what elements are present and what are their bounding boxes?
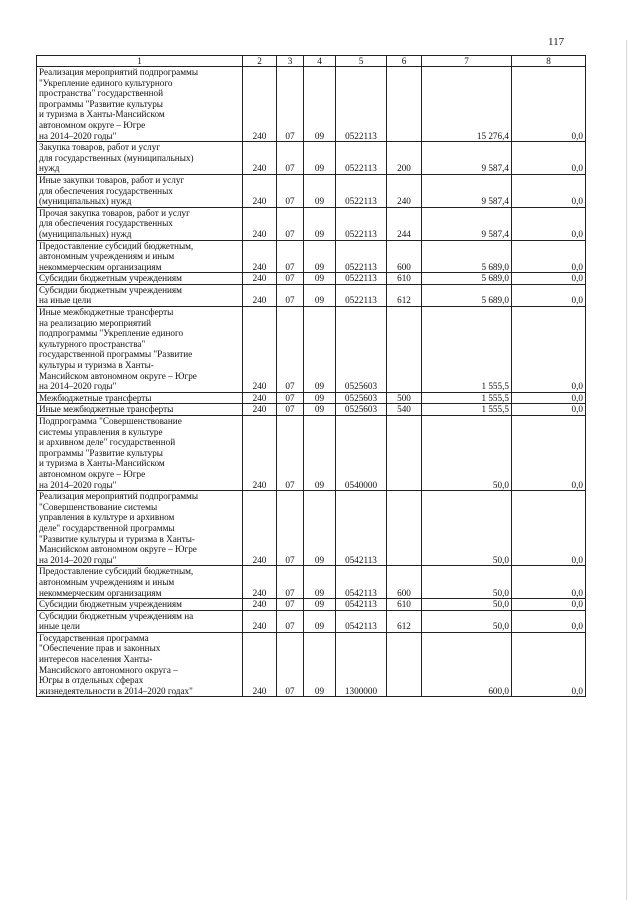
cell-amount-2: 0,0 [512, 207, 586, 240]
table-header-row [37, 56, 586, 67]
cell-target-article: 0525603 [336, 392, 387, 404]
cell-ministry: 240 [243, 416, 277, 491]
cell-amount: 50,0 [422, 610, 512, 632]
cell-subsection: 09 [304, 273, 336, 285]
cell-amount: 9 587,4 [422, 174, 512, 207]
cell-expense-type [387, 632, 422, 697]
column-header: 1 [37, 56, 243, 67]
cell-amount: 1 555,5 [422, 307, 512, 393]
cell-subsection: 09 [304, 392, 336, 404]
table-row [37, 240, 586, 273]
cell-amount-2: 0,0 [512, 404, 586, 416]
cell-target-article: 0542113 [336, 491, 387, 566]
cell-amount-2: 0,0 [512, 307, 586, 393]
cell-name: Подпрограмма "Совершенствование системы управления в культуре и архивном деле" государственной программы "Развитие культуры и туризма в Ханты-Мансийском автономном округе – Югре на 2014–2020 годы" [37, 416, 243, 491]
cell-target-article: 0522113 [336, 67, 387, 142]
cell-ministry: 240 [243, 566, 277, 599]
cell-amount-2: 0,0 [512, 174, 586, 207]
cell-expense-type [387, 307, 422, 393]
cell-subsection: 09 [304, 610, 336, 632]
cell-target-article: 0542113 [336, 566, 387, 599]
table-row [37, 142, 586, 175]
cell-amount: 50,0 [422, 566, 512, 599]
cell-name: Прочая закупка товаров, работ и услуг для обеспечения государственных (муниципальных) нужд [37, 207, 243, 240]
table-row [37, 174, 586, 207]
cell-name: Иные закупки товаров, работ и услуг для обеспечения государственных (муниципальных) нужд [37, 174, 243, 207]
cell-target-article: 0525603 [336, 307, 387, 393]
cell-target-article: 0540000 [336, 416, 387, 491]
column-header: 5 [336, 56, 387, 67]
table-row [37, 491, 586, 566]
cell-section: 07 [277, 416, 304, 491]
cell-section: 07 [277, 599, 304, 611]
cell-subsection: 09 [304, 142, 336, 175]
column-header: 6 [387, 56, 422, 67]
cell-name: Реализация мероприятий подпрограммы "Совершенствование системы управления в культуре и архивном деле" государственной программы "Развитие культуры и туризма в Ханты- Мансийском автономном округе – Югре на 2014–2020 годы" [37, 491, 243, 566]
cell-target-article: 0522113 [336, 240, 387, 273]
cell-section: 07 [277, 392, 304, 404]
cell-amount-2: 0,0 [512, 142, 586, 175]
column-header: 7 [422, 56, 512, 67]
cell-ministry: 240 [243, 240, 277, 273]
cell-amount: 50,0 [422, 599, 512, 611]
cell-amount-2: 0,0 [512, 416, 586, 491]
cell-target-article: 0542113 [336, 610, 387, 632]
cell-expense-type: 540 [387, 404, 422, 416]
table-row [37, 416, 586, 491]
cell-target-article: 0522113 [336, 174, 387, 207]
cell-amount-2: 0,0 [512, 599, 586, 611]
cell-expense-type: 600 [387, 566, 422, 599]
cell-section: 07 [277, 67, 304, 142]
cell-name: Реализация мероприятий подпрограммы "Укрепление единого культурного пространства" государственной программы "Развитие культуры и туризма в Ханты-Мансийском автономном округе – Югре на 2014–2020 годы" [37, 67, 243, 142]
cell-amount-2: 0,0 [512, 610, 586, 632]
cell-ministry: 240 [243, 284, 277, 306]
table-row [37, 610, 586, 632]
cell-expense-type: 600 [387, 240, 422, 273]
cell-name: Государственная программа "Обеспечение прав и законных интересов населения Ханты- Мансийского автономного округа – Югры в отдельных сферах жизнедеятельности в 2014–2020 годах" [37, 632, 243, 697]
cell-target-article: 0542113 [336, 599, 387, 611]
table-row [37, 632, 586, 697]
cell-section: 07 [277, 610, 304, 632]
cell-amount: 50,0 [422, 416, 512, 491]
cell-name: Субсидии бюджетным учреждениям [37, 273, 243, 285]
cell-expense-type: 200 [387, 142, 422, 175]
cell-amount: 50,0 [422, 491, 512, 566]
cell-amount-2: 0,0 [512, 392, 586, 404]
cell-ministry: 240 [243, 307, 277, 393]
cell-expense-type: 612 [387, 610, 422, 632]
cell-name: Субсидии бюджетным учреждениям на иные цели [37, 284, 243, 306]
cell-subsection: 09 [304, 599, 336, 611]
table-row [37, 284, 586, 306]
cell-ministry: 240 [243, 392, 277, 404]
cell-amount-2: 0,0 [512, 632, 586, 697]
cell-name: Предоставление субсидий бюджетным, автономным учреждениям и иным некоммерческим организациям [37, 566, 243, 599]
cell-section: 07 [277, 491, 304, 566]
column-header: 8 [512, 56, 586, 67]
cell-amount-2: 0,0 [512, 491, 586, 566]
cell-amount-2: 0,0 [512, 67, 586, 142]
cell-name: Предоставление субсидий бюджетным, автономным учреждениям и иным некоммерческим организациям [37, 240, 243, 273]
cell-amount-2: 0,0 [512, 284, 586, 306]
table-row [37, 307, 586, 393]
cell-ministry: 240 [243, 273, 277, 285]
column-header: 4 [304, 56, 336, 67]
cell-amount: 15 276,4 [422, 67, 512, 142]
cell-ministry: 240 [243, 67, 277, 142]
cell-ministry: 240 [243, 599, 277, 611]
cell-target-article: 1300000 [336, 632, 387, 697]
column-header: 2 [243, 56, 277, 67]
cell-name: Межбюджетные трансферты [37, 392, 243, 404]
cell-subsection: 09 [304, 307, 336, 393]
cell-amount: 1 555,5 [422, 392, 512, 404]
cell-amount: 9 587,4 [422, 142, 512, 175]
table-row [37, 599, 586, 611]
cell-amount-2: 0,0 [512, 273, 586, 285]
cell-ministry: 240 [243, 632, 277, 697]
cell-name: Закупка товаров, работ и услуг для государственных (муниципальных) нужд [37, 142, 243, 175]
cell-section: 07 [277, 404, 304, 416]
cell-ministry: 240 [243, 491, 277, 566]
cell-section: 07 [277, 566, 304, 599]
budget-table [36, 55, 586, 697]
cell-target-article: 0522113 [336, 142, 387, 175]
cell-name: Субсидии бюджетным учреждениям на иные цели [37, 610, 243, 632]
table-row [37, 207, 586, 240]
cell-amount-2: 0,0 [512, 240, 586, 273]
cell-section: 07 [277, 307, 304, 393]
table-row [37, 273, 586, 285]
cell-target-article: 0522113 [336, 284, 387, 306]
cell-section: 07 [277, 174, 304, 207]
cell-amount: 5 689,0 [422, 273, 512, 285]
cell-subsection: 09 [304, 67, 336, 142]
cell-name: Иные межбюджетные трансферты на реализацию мероприятий подпрограммы "Укрепление единого культурного пространства" государственной программы "Развитие культуры и туризма в Ханты- Мансийском автономном округе – Югре на 2014–2020 годы" [37, 307, 243, 393]
table-row [37, 404, 586, 416]
cell-subsection: 09 [304, 207, 336, 240]
cell-amount: 600,0 [422, 632, 512, 697]
cell-subsection: 09 [304, 632, 336, 697]
cell-target-article: 0525603 [336, 404, 387, 416]
cell-target-article: 0522113 [336, 207, 387, 240]
cell-section: 07 [277, 240, 304, 273]
cell-section: 07 [277, 273, 304, 285]
cell-section: 07 [277, 207, 304, 240]
cell-amount: 9 587,4 [422, 207, 512, 240]
cell-ministry: 240 [243, 610, 277, 632]
cell-ministry: 240 [243, 174, 277, 207]
cell-section: 07 [277, 632, 304, 697]
cell-subsection: 09 [304, 566, 336, 599]
cell-ministry: 240 [243, 207, 277, 240]
table-row [37, 566, 586, 599]
cell-expense-type [387, 491, 422, 566]
page-number: 117 [548, 36, 565, 48]
cell-section: 07 [277, 284, 304, 306]
cell-expense-type: 612 [387, 284, 422, 306]
cell-ministry: 240 [243, 142, 277, 175]
cell-subsection: 09 [304, 240, 336, 273]
cell-target-article: 0522113 [336, 273, 387, 285]
cell-expense-type: 500 [387, 392, 422, 404]
cell-name: Субсидии бюджетным учреждениям [37, 599, 243, 611]
table-row [37, 392, 586, 404]
cell-expense-type: 244 [387, 207, 422, 240]
table-body [37, 67, 586, 697]
cell-expense-type [387, 416, 422, 491]
cell-amount-2: 0,0 [512, 566, 586, 599]
cell-expense-type: 610 [387, 273, 422, 285]
cell-section: 07 [277, 142, 304, 175]
cell-name: Иные межбюджетные трансферты [37, 404, 243, 416]
cell-ministry: 240 [243, 404, 277, 416]
table-row [37, 67, 586, 142]
cell-amount: 1 555,5 [422, 404, 512, 416]
cell-amount: 5 689,0 [422, 240, 512, 273]
cell-subsection: 09 [304, 404, 336, 416]
cell-subsection: 09 [304, 416, 336, 491]
column-header: 3 [277, 56, 304, 67]
cell-subsection: 09 [304, 284, 336, 306]
cell-amount: 5 689,0 [422, 284, 512, 306]
cell-expense-type: 610 [387, 599, 422, 611]
cell-expense-type: 240 [387, 174, 422, 207]
cell-expense-type [387, 67, 422, 142]
cell-subsection: 09 [304, 491, 336, 566]
cell-subsection: 09 [304, 174, 336, 207]
scan-edge-line [626, 40, 627, 900]
